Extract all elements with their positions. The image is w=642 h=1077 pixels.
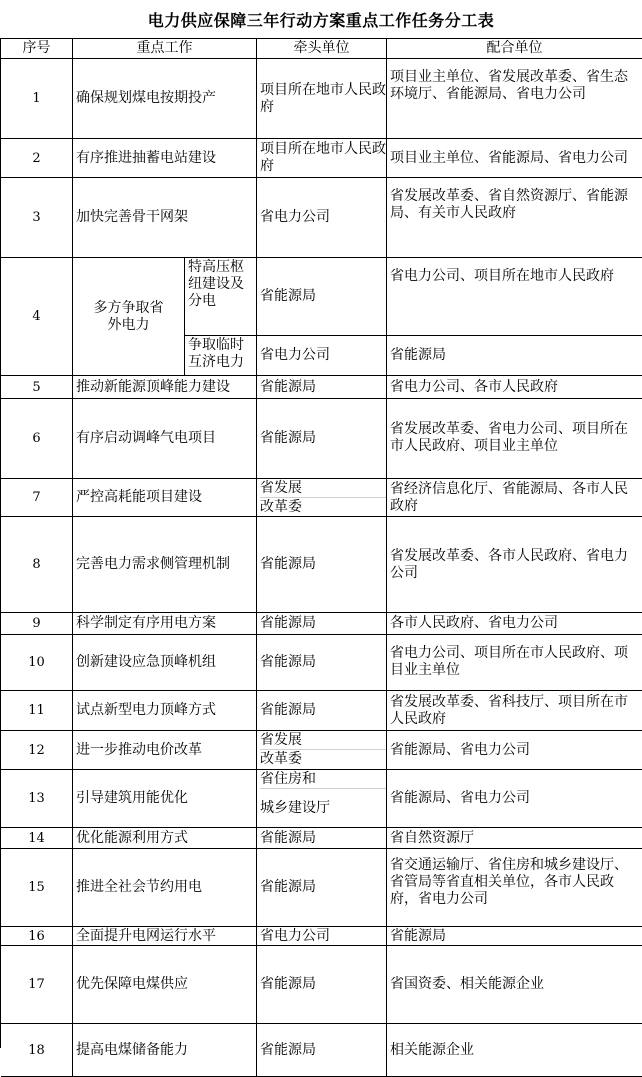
- row-lead: 省能源局: [257, 1024, 387, 1077]
- row-index: 11: [1, 691, 73, 731]
- lead-line: 改革委: [260, 751, 302, 767]
- sub-task: 争取临时互济电力: [185, 336, 257, 376]
- row-lead: 省能源局: [257, 613, 387, 635]
- row-index: 6: [1, 399, 73, 479]
- row-task: 进一步推动电价改革: [73, 731, 257, 770]
- row-index: 7: [1, 479, 73, 517]
- row-index: 16: [1, 927, 73, 946]
- lead-line: 省发展: [260, 731, 386, 750]
- row-task: 推动新能源顶峰能力建设: [73, 376, 257, 399]
- row-index: 1: [1, 59, 73, 139]
- header-lead: 牵头单位: [257, 39, 387, 59]
- row-support: 省自然资源厅: [387, 828, 642, 849]
- table-title: 电力供应保障三年行动方案重点工作任务分工表: [147, 10, 495, 30]
- row-task: 创新建设应急顶峰机组: [73, 635, 257, 691]
- row-support: 项目业主单位、省发展改革委、省生态环境厅、省能源局、省电力公司: [387, 59, 642, 139]
- row-lead: 省能源局: [257, 635, 387, 691]
- row-index: 9: [1, 613, 73, 635]
- row-support: 省发展改革委、省自然资源厅、省能源局、有关市人民政府: [387, 178, 642, 258]
- row-index: 18: [1, 1024, 73, 1077]
- row-lead: [257, 479, 387, 517]
- header-index: 序号: [1, 39, 73, 59]
- row-support: 省经济信息化厅、省能源局、各市人民政府: [387, 479, 642, 517]
- row-task: 优先保障电煤供应: [73, 946, 257, 1024]
- row-task: 全面提升电网运行水平: [73, 927, 257, 946]
- row-lead: 省电力公司: [257, 178, 387, 258]
- row-index: 17: [1, 946, 73, 1024]
- row-task: [73, 258, 185, 376]
- row-support: 省能源局: [387, 927, 642, 946]
- row-lead: 省能源局: [257, 849, 387, 927]
- row-support: 省发展改革委、省科技厅、项目所在市人民政府: [387, 691, 642, 731]
- row-index: 14: [1, 828, 73, 849]
- row-support: 省能源局: [387, 336, 642, 376]
- row-support: 省电力公司、各市人民政府: [387, 376, 642, 399]
- row-lead: [257, 770, 387, 828]
- row-support: 项目业主单位、省能源局、省电力公司: [387, 139, 642, 178]
- row-lead: 省能源局: [257, 399, 387, 479]
- row-lead: 省能源局: [257, 946, 387, 1024]
- row-task: 确保规划煤电按期投产: [73, 59, 257, 139]
- row-support: 各市人民政府、省电力公司: [387, 613, 642, 635]
- row-lead: 省能源局: [257, 691, 387, 731]
- row-lead: 省电力公司: [257, 336, 387, 376]
- row-lead: 省电力公司: [257, 927, 387, 946]
- row-task: 提高电煤储备能力: [73, 1024, 257, 1077]
- row-task: 有序启动调峰气电项目: [73, 399, 257, 479]
- row-support: 省能源局、省电力公司: [387, 731, 642, 770]
- row-support: 省发展改革委、省电力公司、项目所在市人民政府、项目业主单位: [387, 399, 642, 479]
- row-lead: 省能源局: [257, 258, 387, 336]
- row-lead: 省能源局: [257, 828, 387, 849]
- row-index: 4: [1, 258, 73, 376]
- strategy-label: 多方争取省外电力: [93, 299, 164, 333]
- row-support: 省能源局、省电力公司: [387, 770, 642, 828]
- row-task: 完善电力需求侧管理机制: [73, 517, 257, 613]
- row-task: 严控高耗能项目建设: [73, 479, 257, 517]
- row-lead: [257, 731, 387, 770]
- lead-line: 改革委: [260, 499, 302, 515]
- row-task: 科学制定有序用电方案: [73, 613, 257, 635]
- row-index: 2: [1, 139, 73, 178]
- row-index: 12: [1, 731, 73, 770]
- row-task: 有序推进抽蓄电站建设: [73, 139, 257, 178]
- row-lead: 项目所在地市人民政府: [257, 59, 387, 139]
- row-index: 8: [1, 517, 73, 613]
- lead-line: 省住房和: [260, 770, 386, 789]
- row-support: 相关能源企业: [387, 1024, 642, 1077]
- row-index: 13: [1, 770, 73, 828]
- row-lead: 项目所在地市人民政府: [257, 139, 387, 178]
- row-support: 省国资委、相关能源企业: [387, 946, 642, 1024]
- row-support: 省交通运输厅、省住房和城乡建设厅、省管局等省直相关单位，各市人民政府，省电力公司: [387, 849, 642, 927]
- row-support: 省发展改革委、各市人民政府、省电力公司: [387, 517, 642, 613]
- header-task: 重点工作: [73, 39, 257, 59]
- row-support: 省电力公司、项目所在市人民政府、项目业主单位: [387, 635, 642, 691]
- row-support: 省电力公司、项目所在地市人民政府: [387, 258, 642, 336]
- task-table: [0, 38, 642, 1058]
- row-task: 引导建筑用能优化: [73, 770, 257, 828]
- row-lead: 省能源局: [257, 376, 387, 399]
- row-index: 3: [1, 178, 73, 258]
- row-index: 5: [1, 376, 73, 399]
- sub-task: 特高压枢纽建设及分电: [185, 258, 257, 336]
- row-task: 优化能源利用方式: [73, 828, 257, 849]
- row-task: 推进全社会节约用电: [73, 849, 257, 927]
- row-task: 加快完善骨干网架: [73, 178, 257, 258]
- lead-line: 城乡建设厅: [260, 800, 330, 816]
- row-index: 15: [1, 849, 73, 927]
- lead-line: 省发展: [260, 479, 386, 498]
- row-lead: 省能源局: [257, 517, 387, 613]
- row-index: 10: [1, 635, 73, 691]
- row-task: 试点新型电力顶峰方式: [73, 691, 257, 731]
- header-support: 配合单位: [387, 39, 642, 59]
